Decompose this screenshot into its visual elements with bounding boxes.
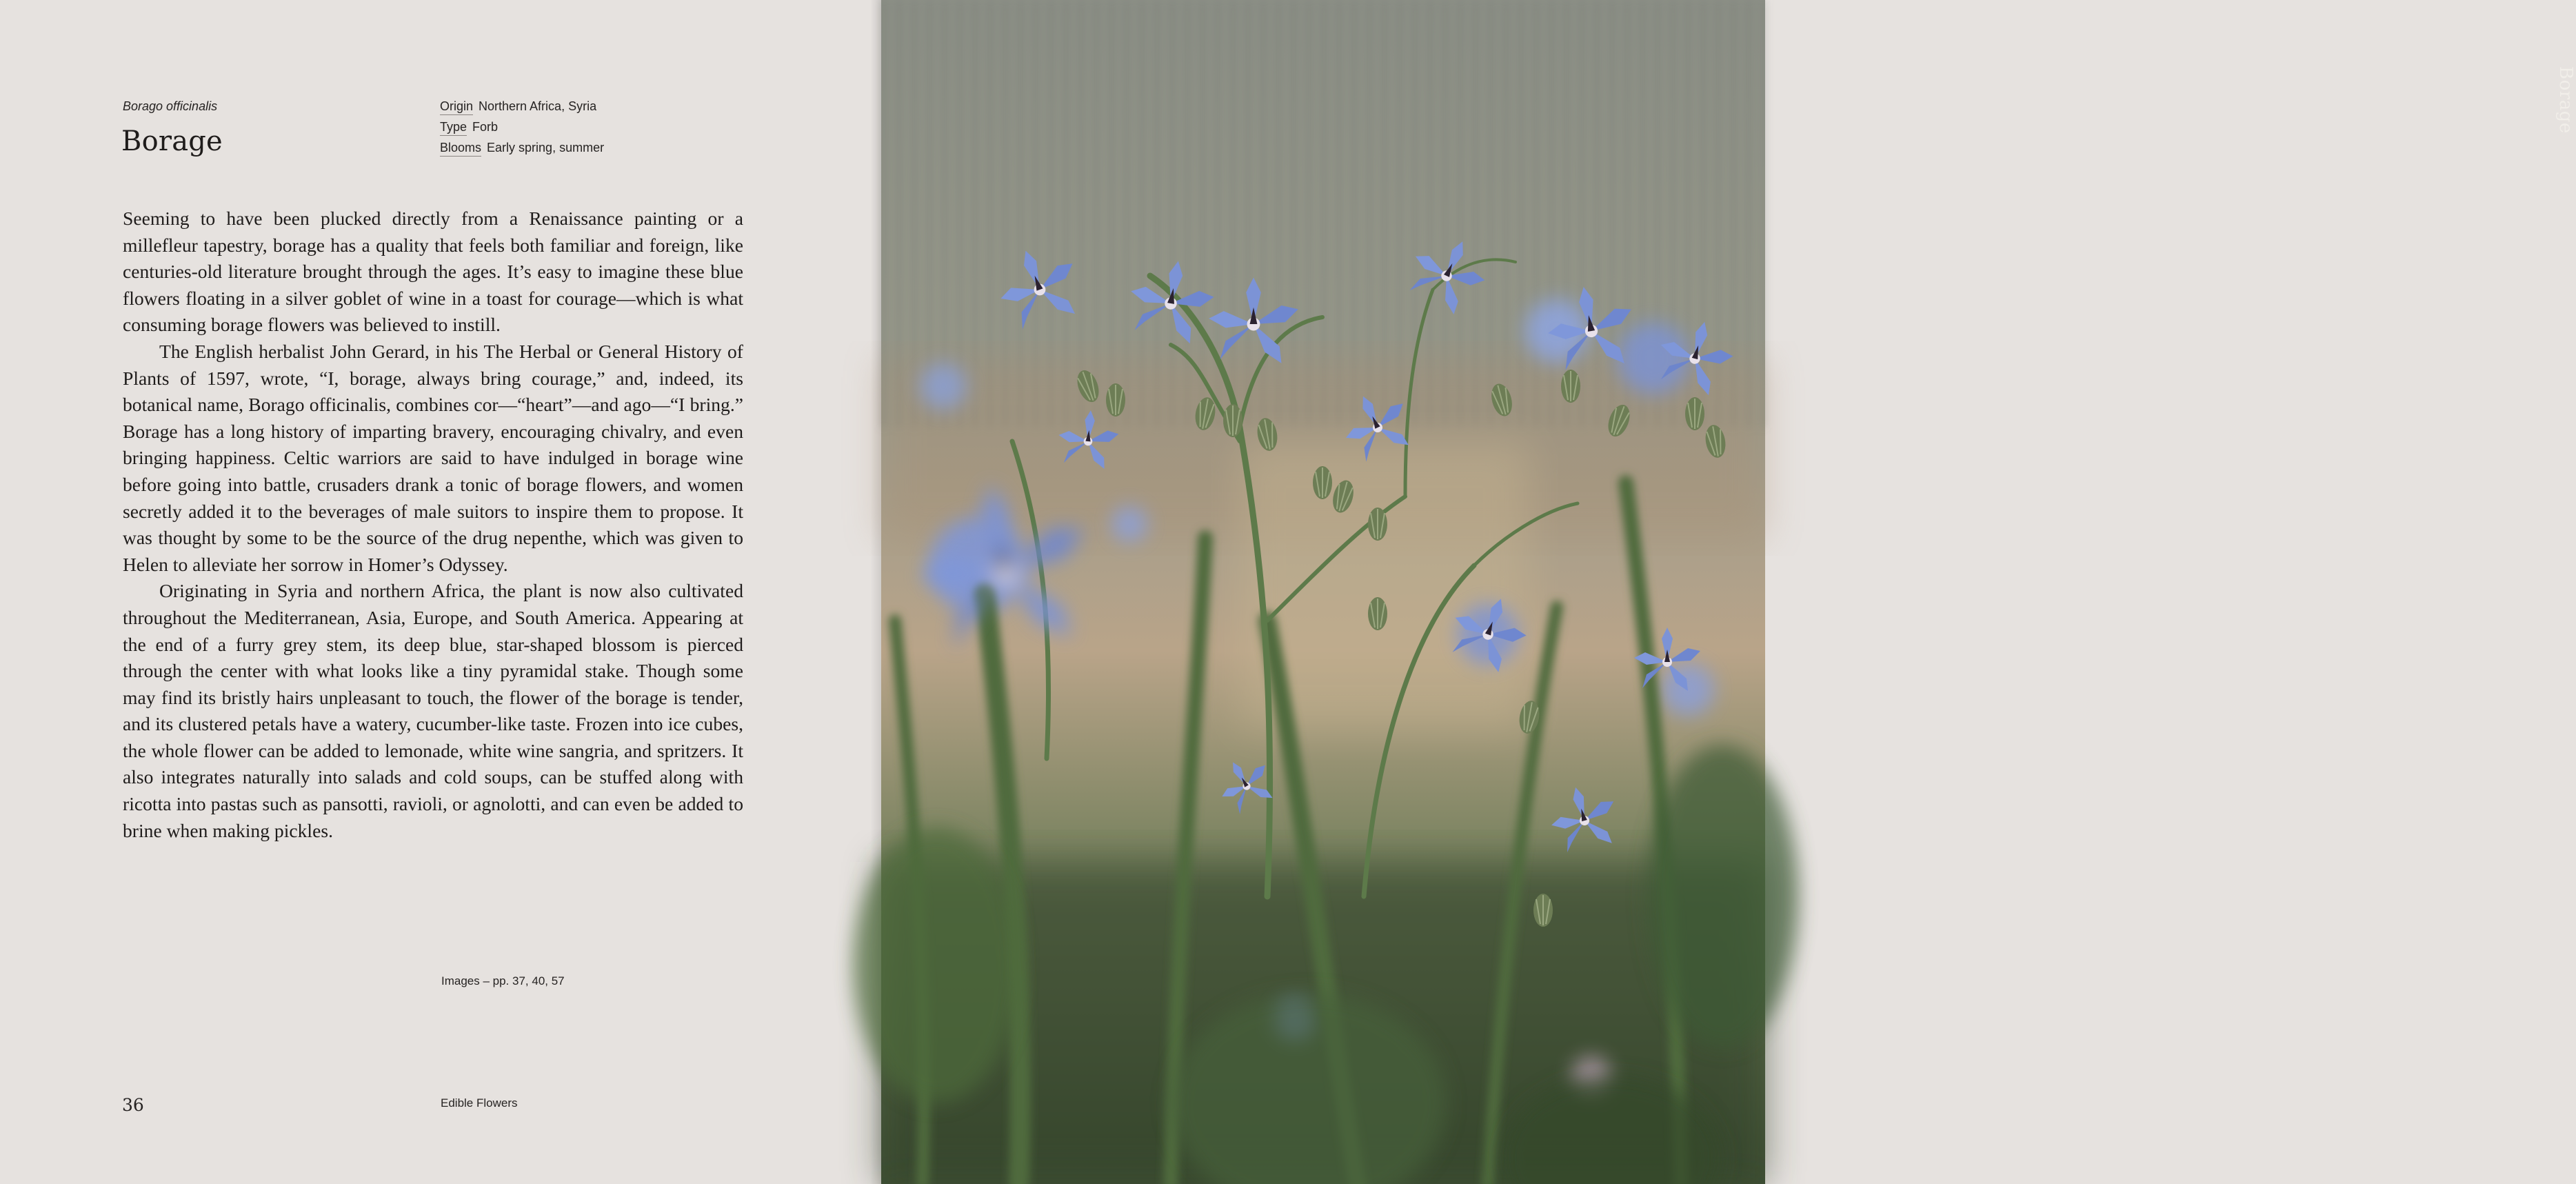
info-row-type — [440, 119, 604, 140]
paragraph: The English herbalist John Gerard, in his The Herbal or General History of Plants of 1597, wrote, “I, borage, always bring courage,” and, indeed, its botanical name, Borago officinalis, combines cor—“heart”—and ago—“I bring.” Borage has a long history of imparting bravery, encouraging chivalry, and even bringing happiness. Celtic warriors are said to have indulged in borage wine before going into battle, crusaders drank a tonic of borage flowers, and women secretly added it to the beverages of male suitors to inspire them to propose. It was thought by some to be the source of the drug nepenthe, which was given to Helen to alleviate her sorrow in Homer’s Odyssey. — [123, 340, 743, 575]
images-reference: Images – pp. 37, 40, 57 — [441, 974, 565, 987]
running-head: Borage — [2555, 66, 2576, 134]
paragraph: Originating in Syria and northern Africa, the plant is now also cultivated throughout the Mediterranean, Asia, Europe, and South America. Appearing at the end of a furry grey stem, its deep blue, star-shaped blossom is pierced through the center with what looks like a tiny pyramidal stake. Though some may find its bristly hairs unpleasant to touch, the flower of the borage is tender, and its clustered petals have a watery, cucumber-like taste. Frozen into ice cubes, the whole flower can be added to lemonade, white wine sangria, and spritzers. It also integrates naturally into salads and cold soups, can be stuffed along with ricotta into pastas such as pansotti, ravioli, or agnolotti, and can even be added to brine when making pickles. — [123, 580, 743, 841]
info-value: Northern Africa, Syria — [479, 99, 597, 113]
info-row-origin — [440, 99, 604, 119]
paragraph: Seeming to have been plucked directly from a Renaissance painting or a millefleur tapestry, borage has a quality that feels both familiar and foreign, like centuries-old literature brought through the ages. It’s easy to imagine these blue flowers floating in a silver goblet of wine in a toast for courage—which is what consuming borage flowers was believed to instill. — [123, 208, 743, 336]
page-title: Borage — [121, 126, 223, 157]
info-label: Blooms — [440, 140, 481, 157]
info-label: Type — [440, 119, 467, 136]
body-text — [123, 205, 743, 844]
left-page — [0, 0, 881, 1184]
plant-info — [440, 99, 604, 161]
book-title-footer: Edible Flowers — [441, 1096, 518, 1110]
borage-photo — [881, 0, 2576, 1184]
info-label: Origin — [440, 99, 473, 115]
info-value: Early spring, summer — [487, 141, 605, 154]
page-number-left: 36 — [122, 1095, 144, 1115]
scientific-name: Borago officinalis — [123, 99, 218, 113]
info-value: Forb — [472, 120, 499, 134]
info-row-blooms — [440, 140, 604, 161]
